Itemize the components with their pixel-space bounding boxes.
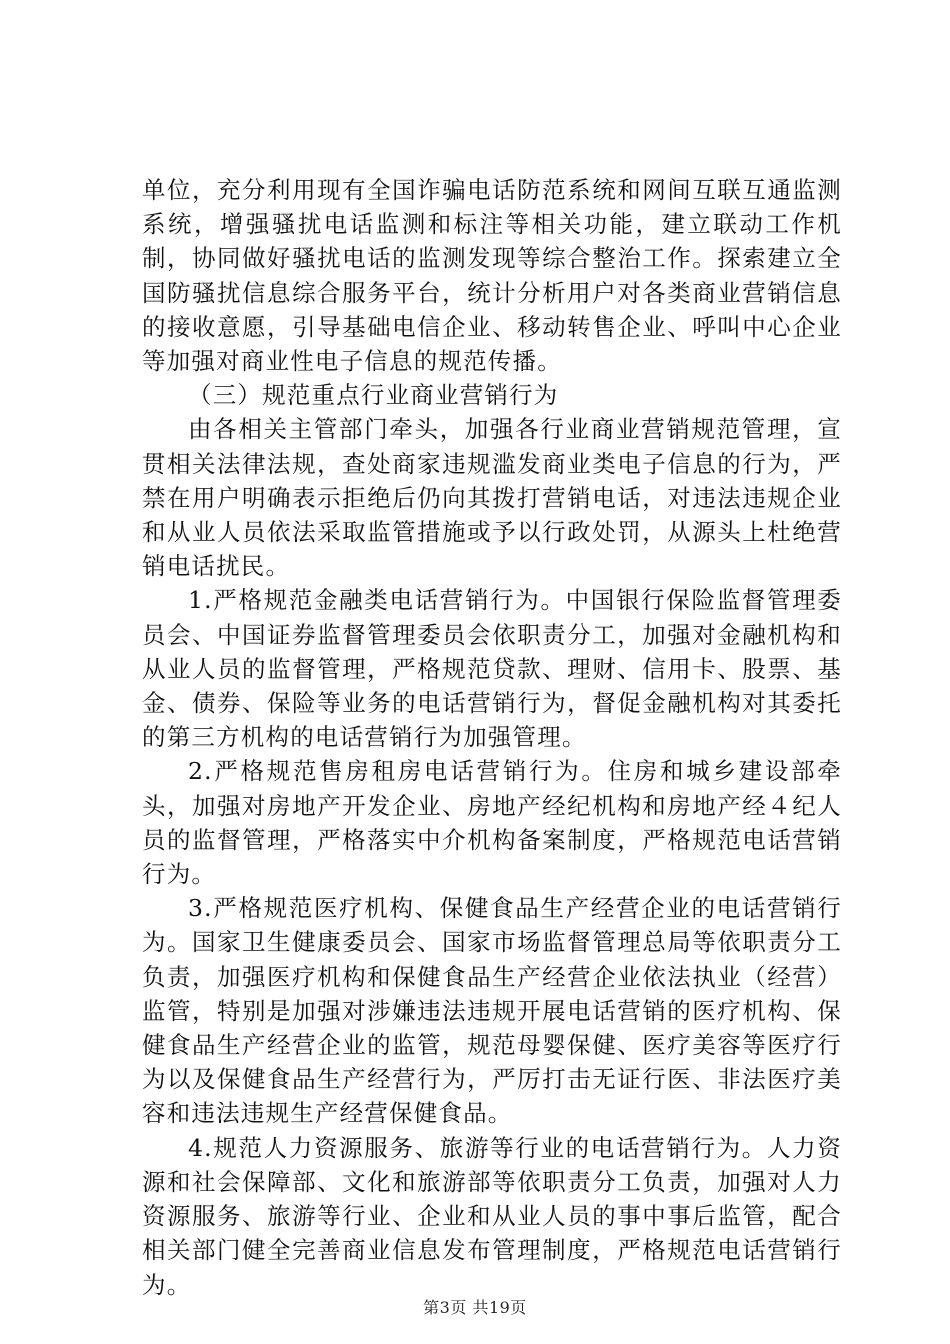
list-item-4: 4.规范人力资源服务、旅游等行业的电话营销行为。人力资源和社会保障部、文化和旅游部等依职责分工负责，加强对人力资源服务、旅游等行业、企业和从业人员的事中事后监管，配合相关部门健全完善商业信息发布管理制度，严格规范电话营销行为。 [142, 1133, 842, 1299]
body-paragraph: 由各相关主管部门牵头，加强各行业商业营销规范管理，宣贯相关法律法规，查处商家违规滥发商业类电子信息的行为，严禁在用户明确表示拒绝后仍向其拨打营销电话，对违法违规企业和从业人员依法采取监管措施或予以行政处罚，从源头上杜绝营销电话扰民。 [142, 415, 842, 581]
list-item-3: 3.严格规范医疗机构、保健食品生产经营企业的电话营销行为。国家卫生健康委员会、国家市场监督管理总局等依职责分工负责，加强医疗机构和保健食品生产经营企业依法执业（经营）监管，特别是加强对涉嫌违法违规开展电话营销的医疗机构、保健食品生产经营企业的监管，规范母婴保健、医疗美容等医疗行为以及保健食品生产经营行为，严厉打击无证行医、非法医疗美容和违法违规生产经营保健食品。 [142, 894, 842, 1128]
document-body [142, 173, 842, 1302]
list-item-2: 2.严格规范售房租房电话营销行为。住房和城乡建设部牵头，加强对房地产开发企业、房地产经纪机构和房地产经４纪人员的监督管理，严格落实中介机构备案制度，严格规范电话营销行为。 [142, 757, 842, 889]
body-paragraph-continuation: 单位，充分利用现有全国诈骗电话防范系统和网间互联互通监测系统，增强骚扰电话监测和标注等相关功能，建立联动工作机制，协同做好骚扰电话的监测发现等综合整治工作。探索建立全国防骚扰信息综合服务平台，统计分析用户对各类商业营销信息的接收意愿，引导基础电信企业、移动转售企业、呼叫中心企业等加强对商业性电子信息的规范传播。 [142, 176, 842, 376]
page-number-footer: 第3页 共19页 [423, 1298, 527, 1317]
list-item-1: 1.严格规范金融类电话营销行为。中国银行保险监督管理委员会、中国证券监督管理委员会依职责分工，加强对金融机构和从业人员的监督管理，严格规范贷款、理财、信用卡、股票、基金、债券、保险等业务的电话营销行为，督促金融机构对其委托的第三方机构的电话营销行为加强管理。 [142, 586, 842, 752]
section-heading: （三）规范重点行业商业营销行为 [188, 381, 559, 410]
